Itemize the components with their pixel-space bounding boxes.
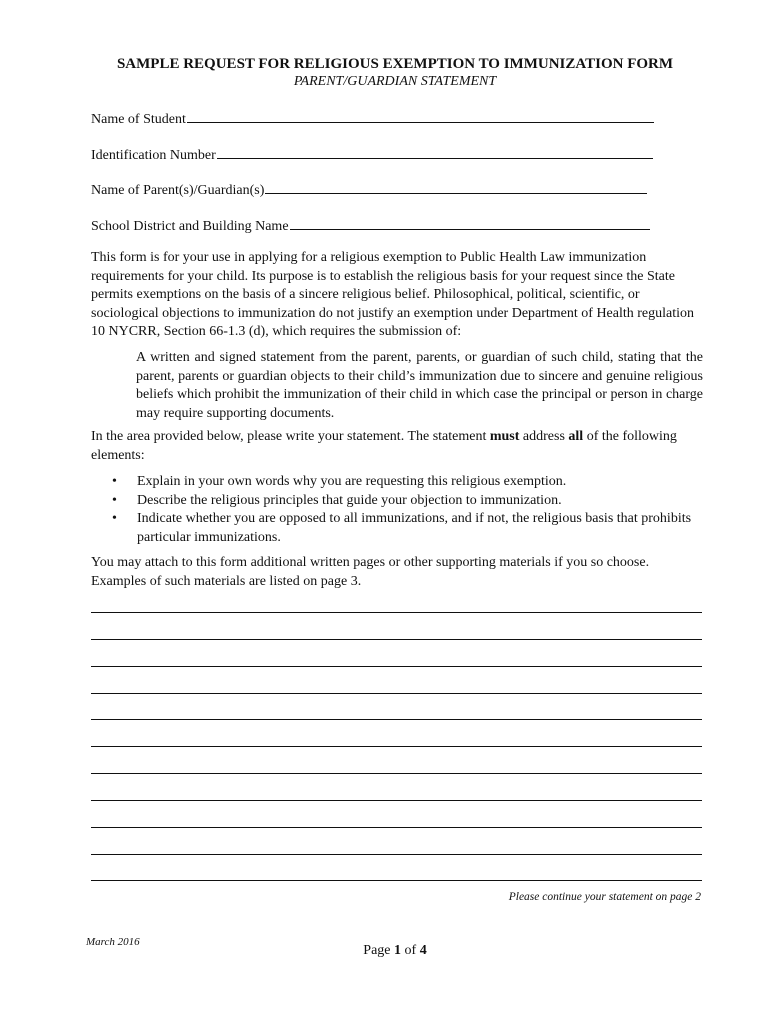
regulation-quote: A written and signed statement from the parent, parents, or guardian of such child, stating that the parent, parents or guardian objects to their child’s immunization due to sincere and genuine religious beliefs which prohibit the immunization of their child in which case the principal or person in charge may require supporting documents. <box>136 350 703 421</box>
continue-note: Please continue your statement on page 2 <box>508 891 701 903</box>
revision-date: March 2016 <box>86 936 140 948</box>
attach-paragraph: You may attach to this form additional written pages or other supporting materials if you so choose. Examples of such materials are listed on page 3. <box>91 555 650 589</box>
form-title: SAMPLE REQUEST FOR RELIGIOUS EXEMPTION TO IMMUNIZATION FORM <box>116 56 674 72</box>
school-district-blank[interactable] <box>290 217 650 230</box>
page-number <box>0 943 770 959</box>
statement-line[interactable] <box>91 639 702 640</box>
identification-number-label: Identification Number <box>91 148 216 163</box>
statement-line[interactable] <box>91 880 702 881</box>
page-total: 4 <box>419 943 427 958</box>
instruction-text-1: In the area provided below, please write your statement. The statement <box>91 429 490 444</box>
page-prefix: Page <box>363 943 395 958</box>
statement-line[interactable] <box>91 827 702 828</box>
identification-number-field[interactable] <box>91 146 653 164</box>
intro-paragraph: This form is for your use in applying for a religious exemption to Public Health Law immunization requirements for your child. Its purpose is to establish the religious basis for your request since the State permits exemptions on the basis of a sincere religious belief. Philosophical, political, scientific, or sociological objections to immunization do not justify an exemption under Department of Health regulation 10 NYCRR, Section 66-1.3 (d), which requires the submission of: <box>91 250 695 339</box>
statement-line[interactable] <box>91 773 702 774</box>
statement-line[interactable] <box>91 800 702 801</box>
page-current: 1 <box>394 943 402 958</box>
form-subtitle: PARENT/GUARDIAN STATEMENT <box>293 74 497 89</box>
instruction-text-2: address <box>519 429 569 444</box>
instruction-paragraph <box>91 428 703 465</box>
list-item: • Indicate whether you are opposed to all immunizations, and if not, the religious basis that prohibits particular immunizations. <box>112 510 704 547</box>
school-district-field[interactable] <box>91 217 650 235</box>
student-name-field[interactable] <box>91 110 654 128</box>
statement-line[interactable] <box>91 612 702 613</box>
statement-line[interactable] <box>91 719 702 720</box>
school-district-label: School District and Building Name <box>91 219 289 234</box>
student-name-blank[interactable] <box>187 110 654 123</box>
instruction-must: must <box>489 429 520 444</box>
parent-name-label: Name of Parent(s)/Guardian(s) <box>91 183 265 198</box>
statement-line[interactable] <box>91 693 702 694</box>
instruction-all: all <box>568 429 584 444</box>
page-of: of <box>401 943 420 958</box>
statement-line[interactable] <box>91 666 702 667</box>
required-elements-list <box>112 473 704 547</box>
list-item: • Describe the religious principles that guide your objection to immunization. <box>112 492 704 511</box>
statement-line[interactable] <box>91 746 702 747</box>
instruction-text-3: of the following elements: <box>91 429 677 463</box>
statement-line[interactable] <box>91 854 702 855</box>
list-item: • Explain in your own words why you are requesting this religious exemption. <box>112 473 704 492</box>
parent-name-field[interactable] <box>91 181 647 199</box>
identification-number-blank[interactable] <box>217 146 653 159</box>
parent-name-blank[interactable] <box>265 181 647 194</box>
student-name-label: Name of Student <box>91 112 186 127</box>
